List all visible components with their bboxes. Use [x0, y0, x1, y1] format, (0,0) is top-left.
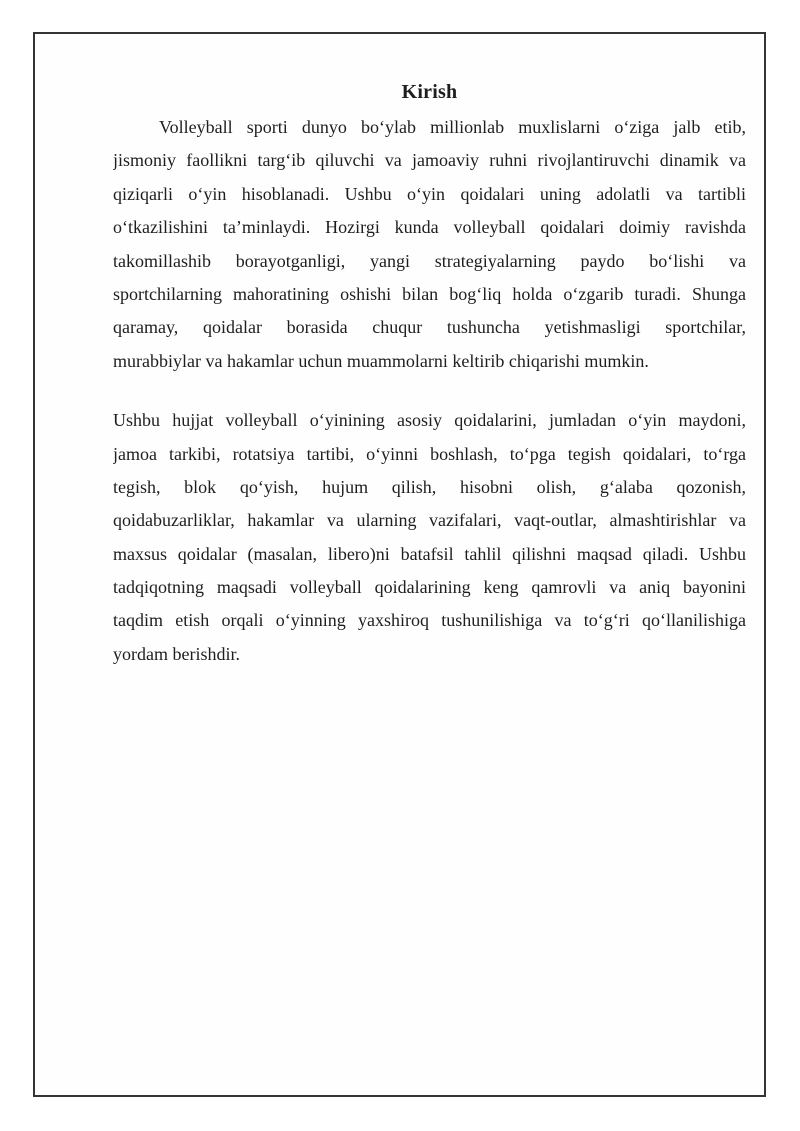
paragraph-line: jamoa tarkibi, rotatsiya tartibi, oʻyinni boshlash, toʻpga tegish qoidalari, toʻrga: [113, 443, 746, 464]
paragraph-line: murabbiylar va hakamlar uchun muammolarni keltirib chiqarishi mumkin.: [113, 350, 649, 371]
paragraph-container: [113, 111, 746, 671]
paragraph-line: oʻtkazilishini ta’minlaydi. Hozirgi kunda volleyball qoidalari doimiy ravishda: [113, 217, 746, 238]
paragraph-line: qaramay, qoidalar borasida chuqur tushuncha yetishmasligi sportchilar,: [113, 317, 746, 338]
paragraph-line: sportchilarning mahoratining oshishi bilan bogʻliq holda oʻzgarib turadi. Shunga: [113, 283, 746, 304]
paragraph-line: tegish, blok qoʻyish, hujum qilish, hisobni olish, gʻalaba qozonish,: [113, 476, 746, 497]
paragraph-line: tadqiqotning maqsadi volleyball qoidalarining keng qamrovli va aniq bayonini: [113, 577, 746, 598]
paragraph-line: maxsus qoidalar (masalan, libero)ni batafsil tahlil qilishni maqsad qiladi. Ushbu: [113, 543, 746, 564]
paragraph-line: Volleyball sporti dunyo boʻylab millionlab muxlislarni oʻziga jalb etib,: [159, 117, 746, 137]
paragraph-line: taqdim etish orqali oʻyinning yaxshiroq tushunilishiga va toʻgʻri qoʻllanilishiga: [113, 610, 746, 631]
paragraph-line: qiziqarli oʻyin hisoblanadi. Ushbu oʻyin qoidalari uning adolatli va tartibli: [113, 183, 746, 204]
page-border-frame: [33, 32, 766, 1097]
paragraph-line: yordam berishdir.: [113, 643, 240, 664]
paragraph: [113, 404, 746, 671]
paragraph: [113, 111, 746, 378]
paragraph-line: takomillashib borayotganligi, yangi strategiyalarning paydo boʻlishi va: [113, 250, 746, 271]
paragraph-line: Ushbu hujjat volleyball oʻyinining asosiy qoidalarini, jumladan oʻyin maydoni,: [113, 410, 746, 431]
paragraph-line: jismoniy faollikni targʻib qiluvchi va jamoaviy ruhni rivojlantiruvchi dinamik va: [113, 150, 746, 171]
document-title: Kirish: [401, 81, 458, 103]
paragraph-line: qoidabuzarliklar, hakamlar va ularning vazifalari, vaqt-outlar, almashtirishlar va: [113, 510, 746, 531]
document-body: [113, 76, 746, 671]
